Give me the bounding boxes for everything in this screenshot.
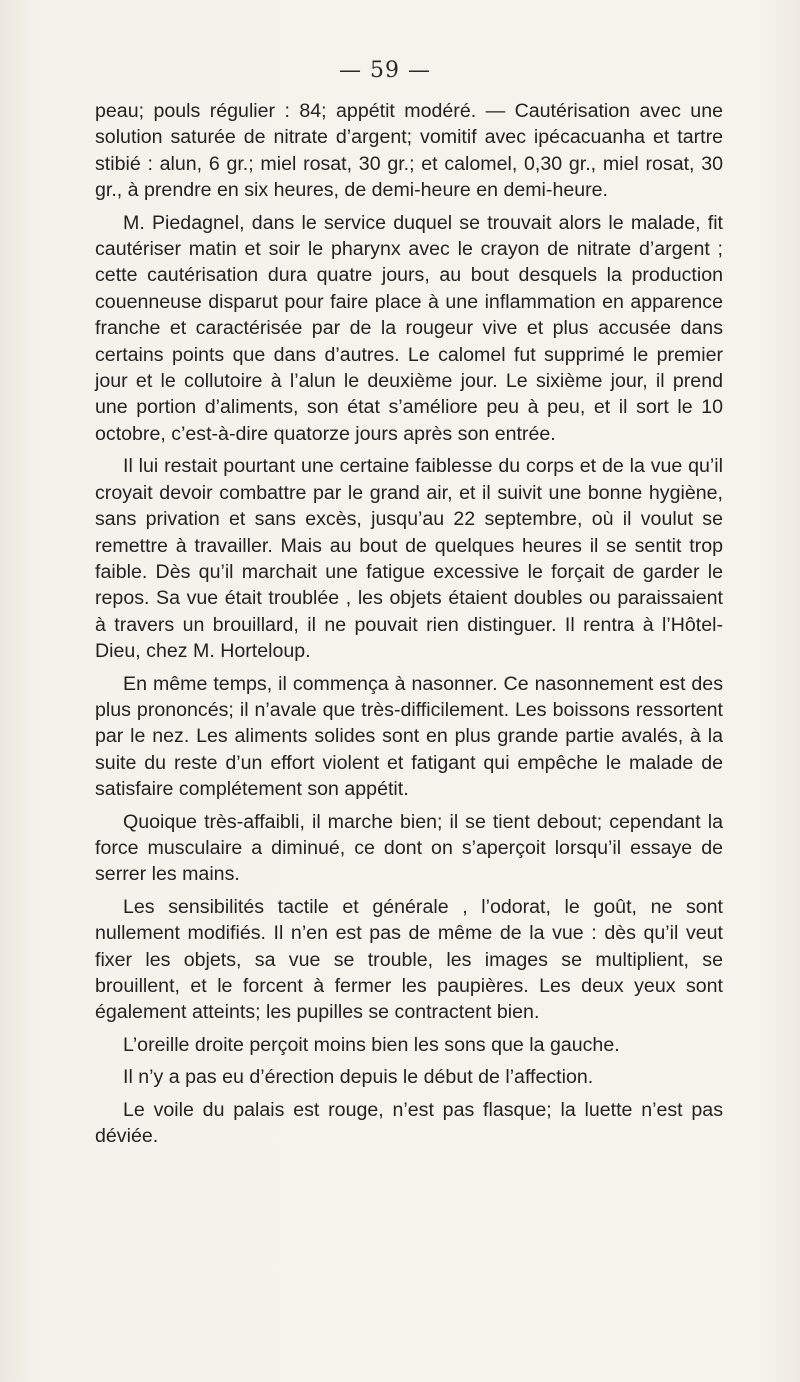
paragraph: En même temps, il commença à nasonner. Ce nasonnement est des plus prononcés; il n’avale que très-difficilement. Les boissons ressortent par le nez. Les aliments solides sont en plus grande partie avalés, à la suite du reste d’un effort violent et fatigant qui empêche le malade de satisfaire complétement son appétit. xyxy=(95,672,723,801)
paragraph: Il lui restait pourtant une certaine faiblesse du corps et de la vue qu’il croyait devoir combattre par le grand air, et il suivit une bonne hygiène, sans privation et sans excès, jusqu’au 22 septembre, où il voulut se remettre à travailler. Mais au bout de quelques heures il se sentit trop faible. Dès qu’il marchait une fatigue excessive le forçait de garder le repos. Sa vue était troublée , les objets étaient doubles ou paraissaient à travers un brouillard, il ne pouvait rien distinguer. Il rentra à l’Hôtel-Dieu, chez M. Horteloup. xyxy=(95,455,723,663)
paragraph: Il n’y a pas eu d’érection depuis le début de l’affection. xyxy=(123,1066,594,1089)
paragraph: L’oreille droite perçoit moins bien les sons que la gauche. xyxy=(123,1033,620,1056)
page-number: — 59 — xyxy=(339,58,431,83)
paragraph: Le voile du palais est rouge, n’est pas flasque; la luette n’est pas déviée. xyxy=(95,1098,723,1148)
body-text xyxy=(95,98,723,1155)
paragraph: Les sensibilités tactile et générale , l’odorat, le goût, ne sont nullement modifiés. Il n’en est pas de même de la vue : dès qu’il veut fixer les objets, sa vue se trouble, les images se multiplient, se brouillent, et le forcent à fermer les paupières. Les deux yeux sont également atteints; les pupilles se contractent bien. xyxy=(95,895,723,1024)
paragraph: M. Piedagnel, dans le service duquel se trouvait alors le malade, fit cautériser matin et soir le pharynx avec le crayon de nitrate d’argent ; cette cautérisation dura quatre jours, au bout desquels la production couenneuse disparut pour faire place à une inflammation en apparence franche et caractérisée par de la rougeur vive et plus accusée dans certains points que dans d’autres. Le calomel fut supprimé le premier jour et le collutoire à l’alun le deuxième jour. Le sixième jour, il prend une portion d’aliments, son état s’améliore peu à peu, et il sort le 10 octobre, c’est-à-dire quatorze jours après son entrée. xyxy=(95,211,723,445)
paragraph: Quoique très-affaibli, il marche bien; il se tient debout; cependant la force musculaire a diminué, ce dont on s’aperçoit lorsqu’il essaye de serrer les mains. xyxy=(95,810,723,886)
paragraph: peau; pouls régulier : 84; appétit modéré. — Cautérisation avec une solution saturée de nitrate d’argent; vomitif avec ipécacuanha et tartre stibié : alun, 6 gr.; miel rosat, 30 gr.; et calomel, 0,30 gr., miel rosat, 30 gr., à prendre en six heures, de demi-heure en demi-heure. xyxy=(95,100,723,202)
